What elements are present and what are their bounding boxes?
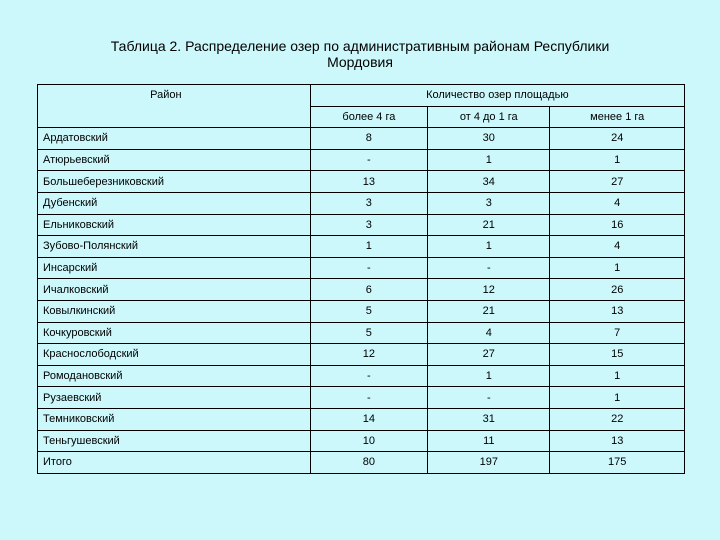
table-body	[38, 128, 685, 474]
under-1-ha-cell: 7	[550, 322, 685, 344]
over-4-ha-cell: -	[310, 149, 427, 171]
from-4-to-1-ha-cell: 31	[428, 408, 550, 430]
table-row	[38, 322, 685, 344]
district-name-cell: Большеберезниковский	[38, 171, 311, 193]
header-lake-count: Количество озер площадью	[310, 85, 684, 107]
district-name-cell: Темниковский	[38, 408, 311, 430]
under-1-ha-cell: 15	[550, 344, 685, 366]
over-4-ha-cell: 14	[310, 408, 427, 430]
district-name-cell: Ичалковский	[38, 279, 311, 301]
over-4-ha-cell: 8	[310, 128, 427, 150]
table-row	[38, 387, 685, 409]
table-row	[38, 171, 685, 193]
under-1-ha-cell: 24	[550, 128, 685, 150]
over-4-ha-cell: -	[310, 387, 427, 409]
district-name-cell: Дубенский	[38, 192, 311, 214]
district-name-cell: Итого	[38, 452, 311, 474]
from-4-to-1-ha-cell: 1	[428, 149, 550, 171]
table-header	[38, 85, 685, 128]
district-name-cell: Краснослободский	[38, 344, 311, 366]
table-row	[38, 279, 685, 301]
district-name-cell: Кочкуровский	[38, 322, 311, 344]
lakes-table	[37, 84, 685, 474]
district-name-cell: Зубово-Полянский	[38, 236, 311, 258]
table-row	[38, 408, 685, 430]
table-row	[38, 236, 685, 258]
district-name-cell: Рузаевский	[38, 387, 311, 409]
table-row	[38, 344, 685, 366]
district-name-cell: Ардатовский	[38, 128, 311, 150]
under-1-ha-cell: 175	[550, 452, 685, 474]
district-name-cell: Атюрьевский	[38, 149, 311, 171]
table-title	[40, 38, 680, 70]
over-4-ha-cell: 10	[310, 430, 427, 452]
under-1-ha-cell: 13	[550, 430, 685, 452]
table-row	[38, 192, 685, 214]
district-name-cell: Теньгушевский	[38, 430, 311, 452]
table-row	[38, 365, 685, 387]
over-4-ha-cell: 5	[310, 322, 427, 344]
from-4-to-1-ha-cell: 197	[428, 452, 550, 474]
from-4-to-1-ha-cell: 4	[428, 322, 550, 344]
header-under-1-ha: менее 1 га	[550, 106, 685, 128]
from-4-to-1-ha-cell: 11	[428, 430, 550, 452]
table-row	[38, 128, 685, 150]
under-1-ha-cell: 1	[550, 365, 685, 387]
from-4-to-1-ha-cell: 1	[428, 236, 550, 258]
header-row-1	[38, 85, 685, 107]
over-4-ha-cell: -	[310, 365, 427, 387]
under-1-ha-cell: 27	[550, 171, 685, 193]
under-1-ha-cell: 1	[550, 257, 685, 279]
under-1-ha-cell: 26	[550, 279, 685, 301]
from-4-to-1-ha-cell: 27	[428, 344, 550, 366]
over-4-ha-cell: 13	[310, 171, 427, 193]
from-4-to-1-ha-cell: 34	[428, 171, 550, 193]
from-4-to-1-ha-cell: 1	[428, 365, 550, 387]
over-4-ha-cell: 3	[310, 214, 427, 236]
district-name-cell: Ромодановский	[38, 365, 311, 387]
table-row	[38, 257, 685, 279]
under-1-ha-cell: 16	[550, 214, 685, 236]
table-row	[38, 430, 685, 452]
under-1-ha-cell: 1	[550, 387, 685, 409]
district-name-cell: Ельниковский	[38, 214, 311, 236]
from-4-to-1-ha-cell: 21	[428, 300, 550, 322]
under-1-ha-cell: 4	[550, 236, 685, 258]
from-4-to-1-ha-cell: 30	[428, 128, 550, 150]
under-1-ha-cell: 1	[550, 149, 685, 171]
from-4-to-1-ha-cell: 12	[428, 279, 550, 301]
over-4-ha-cell: 80	[310, 452, 427, 474]
title-line-1: Таблица 2. Распределение озер по административным районам Республики	[110, 38, 610, 54]
over-4-ha-cell: 3	[310, 192, 427, 214]
table-row	[38, 214, 685, 236]
from-4-to-1-ha-cell: 3	[428, 192, 550, 214]
from-4-to-1-ha-cell: -	[428, 257, 550, 279]
over-4-ha-cell: -	[310, 257, 427, 279]
from-4-to-1-ha-cell: 21	[428, 214, 550, 236]
header-over-4-ha: более 4 га	[310, 106, 427, 128]
table-row	[38, 300, 685, 322]
table-row	[38, 452, 685, 474]
table-row	[38, 149, 685, 171]
header-district: Район	[38, 85, 311, 128]
over-4-ha-cell: 6	[310, 279, 427, 301]
from-4-to-1-ha-cell: -	[428, 387, 550, 409]
header-4-to-1-ha: от 4 до 1 га	[428, 106, 550, 128]
over-4-ha-cell: 12	[310, 344, 427, 366]
under-1-ha-cell: 22	[550, 408, 685, 430]
district-name-cell: Ковылкинский	[38, 300, 311, 322]
under-1-ha-cell: 13	[550, 300, 685, 322]
under-1-ha-cell: 4	[550, 192, 685, 214]
district-name-cell: Инсарский	[38, 257, 311, 279]
over-4-ha-cell: 5	[310, 300, 427, 322]
over-4-ha-cell: 1	[310, 236, 427, 258]
title-line-2: Мордовия	[327, 54, 393, 70]
